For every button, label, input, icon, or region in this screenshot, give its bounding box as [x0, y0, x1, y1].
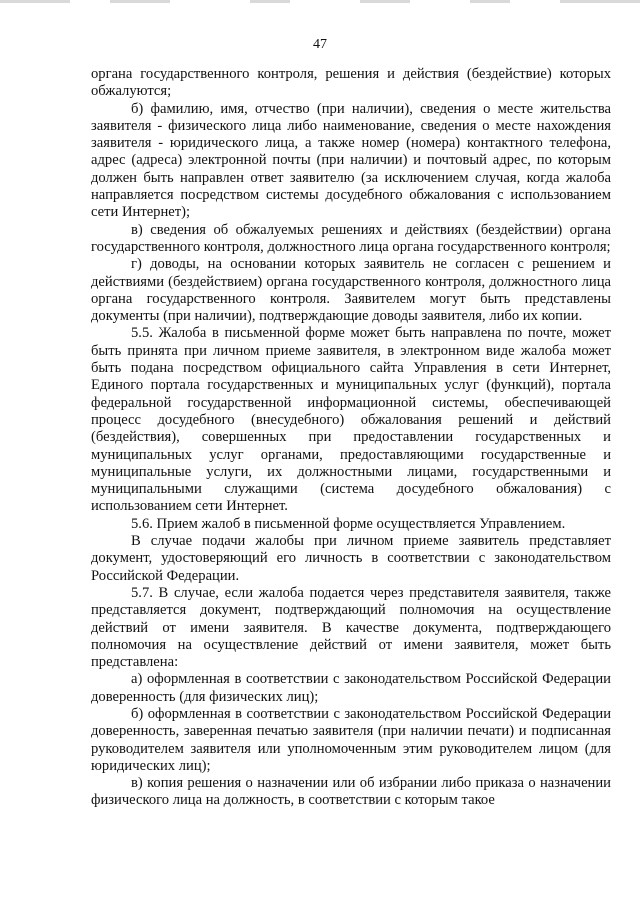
paragraph: в) копия решения о назначении или об избрании либо приказа о назначении физического лица на должность, в соответствии с которым такое: [91, 775, 611, 809]
paragraph: 5.5. Жалоба в письменной форме может быть направлена по почте, может быть принята при личном приеме заявителя, в электронном виде жалоба может быть подана посредством официального сайта Управления в сети Интернет, Единого портала государственных и муниципальных услуг (функций), портала федеральной государственной информационной системы, обеспечивающей процесс досудебного (внесудебного) обжалования решений и действий (бездействия), совершенных при предоставлении государственных и муниципальных услуг органами, предоставляющими государственные и муниципальные услуги, их должностными лицами, государственными и муниципальными служащими (система досудебного обжалования) с использованием сети Интернет.: [91, 325, 611, 515]
paragraph: В случае подачи жалобы при личном приеме заявитель представляет документ, удостоверяющий его личность в соответствии с законодательством Российской Федерации.: [91, 533, 611, 584]
paragraph: г) доводы, на основании которых заявитель не согласен с решением и действиями (бездействием) органа государственного контроля, должностного лица органа государственного контроля. Заявителем могут быть представлены документы (при наличии), подтверждающие доводы заявителя, либо их копии.: [91, 256, 611, 325]
scan-artifact-top: [0, 0, 640, 4]
paragraph: 5.7. В случае, если жалоба подается через представителя заявителя, также представляется документ, подтверждающий полномочия на осуществление действий от имени заявителя. В качестве документа, подтверждающего полномочия на осуществление действий от имени заявителя, может быть представлена:: [91, 584, 611, 671]
paragraph: б) оформленная в соответствии с законодательством Российской Федерации доверенность, заверенная печатью заявителя (при наличии печати) и подписанная руководителем заявителя или уполномоченным этим руководителем лицом (для юридических лиц);: [91, 705, 611, 774]
document-body: [91, 66, 611, 810]
paragraph: в) сведения об обжалуемых решениях и действиях (бездействии) органа государственного контроля, должностного лица органа государственного контроля;: [91, 221, 611, 255]
page-number: 47: [313, 37, 327, 52]
paragraph: а) оформленная в соответствии с законодательством Российской Федерации доверенность (для физических лиц);: [91, 671, 611, 705]
paragraph: органа государственного контроля, решения и действия (бездействие) которых обжалуются;: [91, 66, 611, 100]
paragraph: 5.6. Прием жалоб в письменной форме осуществляется Управлением.: [131, 515, 566, 532]
paragraph: б) фамилию, имя, отчество (при наличии), сведения о месте жительства заявителя - физического лица либо наименование, сведения о месте нахождения заявителя - юридического лица, а также номер (номера) контактного телефона, адрес (адреса) электронной почты (при наличии) и почтовый адрес, по которым должен быть направлен ответ заявителю (за исключением случая, когда жалоба направляется посредством системы досудебного обжалования с использованием сети Интернет);: [91, 100, 611, 221]
